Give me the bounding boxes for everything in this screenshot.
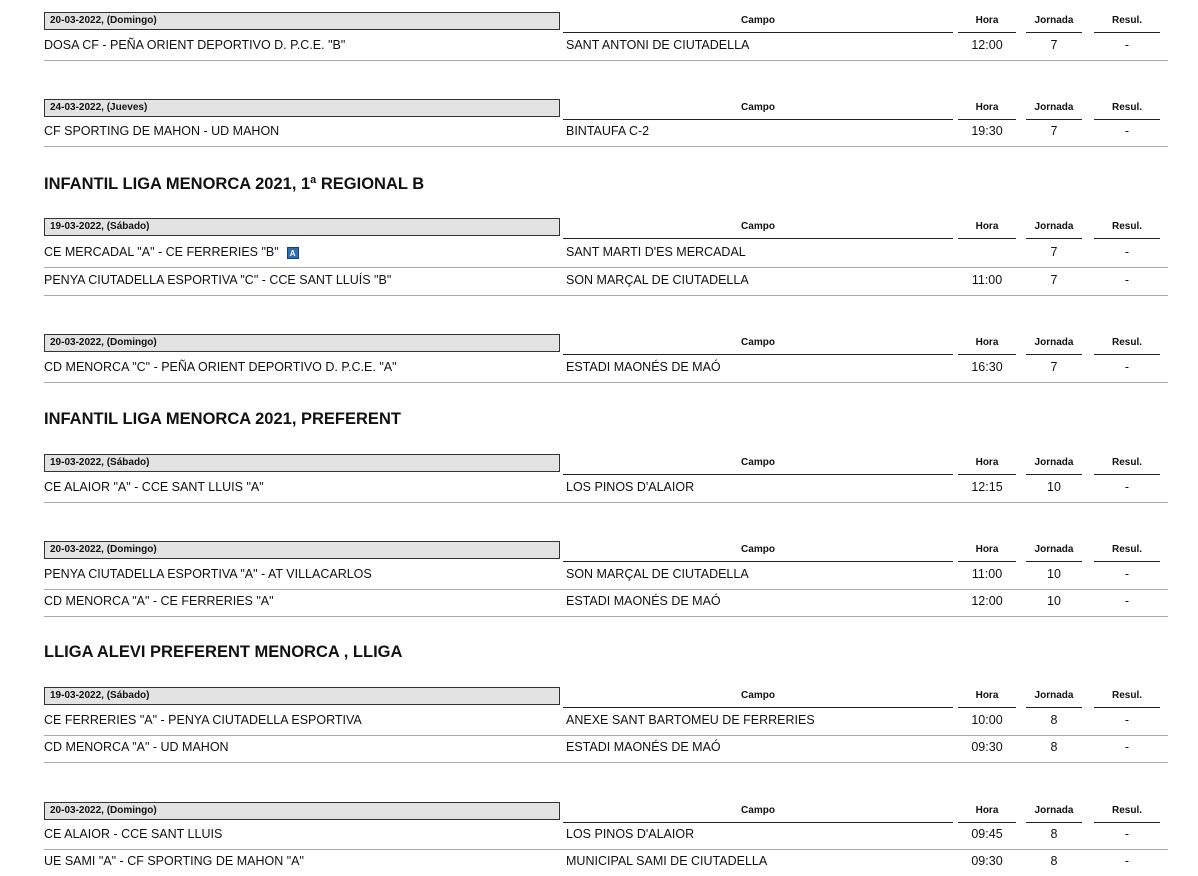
match-teams: CE ALAIOR "A" - CCE SANT LLUIS "A" xyxy=(44,480,264,494)
header-underline xyxy=(1094,707,1160,708)
match-result: - xyxy=(1124,124,1130,138)
date-header: 19-03-2022, (Sábado) xyxy=(44,218,560,236)
campo-header: Campo xyxy=(741,337,775,348)
jornada-header: Jornada xyxy=(1034,690,1074,701)
match-field: LOS PINOS D'ALAIOR xyxy=(566,480,695,494)
match-field: MUNICIPAL SAMI DE CIUTADELLA xyxy=(566,854,768,868)
match-field: SANT ANTONI DE CIUTADELLA xyxy=(566,38,750,52)
match-result: - xyxy=(1124,480,1130,494)
match-field: ESTADI MAONÉS DE MAÓ xyxy=(566,594,721,608)
hora-header: Hora xyxy=(975,221,999,232)
header-underline xyxy=(1026,474,1082,475)
header-underline xyxy=(958,707,1016,708)
header-underline xyxy=(563,119,953,120)
resul-header: Resul. xyxy=(1111,15,1142,26)
match-badge[interactable]: A xyxy=(287,247,299,259)
match-field: BINTAUFA C-2 xyxy=(566,124,650,138)
header-underline xyxy=(958,238,1016,239)
hora-header: Hora xyxy=(975,805,999,816)
campo-header: Campo xyxy=(741,102,775,113)
resul-header: Resul. xyxy=(1111,457,1142,468)
jornada-header: Jornada xyxy=(1034,805,1074,816)
match-result: - xyxy=(1124,594,1130,608)
header-underline xyxy=(1094,474,1160,475)
jornada-header: Jornada xyxy=(1034,102,1074,113)
jornada-header: Jornada xyxy=(1034,337,1074,348)
header-underline xyxy=(958,354,1016,355)
match-field: SANT MARTI D'ES MERCADAL xyxy=(566,245,746,259)
match-time xyxy=(958,243,1016,261)
header-underline xyxy=(563,561,953,562)
match-teams xyxy=(44,243,299,261)
match-field: LOS PINOS D'ALAIOR xyxy=(566,827,695,841)
match-jornada: 10 xyxy=(1047,567,1061,581)
resul-header: Resul. xyxy=(1111,690,1142,701)
resul-header: Resul. xyxy=(1111,337,1142,348)
row-divider xyxy=(44,60,1168,61)
header-underline xyxy=(1094,822,1160,823)
row-divider xyxy=(44,616,1168,617)
match-result: - xyxy=(1124,245,1130,259)
campo-header: Campo xyxy=(741,221,775,232)
match-teams: CF SPORTING DE MAHON - UD MAHON xyxy=(44,124,280,138)
header-underline xyxy=(1094,561,1160,562)
match-teams: CD MENORCA "A" - CE FERRERIES "A" xyxy=(44,594,274,608)
row-divider xyxy=(44,849,1168,850)
header-underline xyxy=(958,561,1016,562)
header-underline xyxy=(563,32,953,33)
header-underline xyxy=(563,354,953,355)
match-teams: PENYA CIUTADELLA ESPORTIVA "C" - CCE SANT LLUÍS "B" xyxy=(44,273,392,287)
resul-header: Resul. xyxy=(1111,221,1142,232)
hora-header: Hora xyxy=(975,457,999,468)
match-jornada: 7 xyxy=(1050,38,1058,52)
jornada-header: Jornada xyxy=(1034,15,1074,26)
row-divider xyxy=(44,502,1168,503)
hora-header: Hora xyxy=(975,102,999,113)
match-time: 16:30 xyxy=(971,360,1003,374)
campo-header: Campo xyxy=(741,544,775,555)
header-underline xyxy=(563,474,953,475)
header-underline xyxy=(1026,32,1082,33)
campo-header: Campo xyxy=(741,457,775,468)
match-time: 11:00 xyxy=(971,567,1003,581)
header-underline xyxy=(958,822,1016,823)
section-title: INFANTIL LIGA MENORCA 2021, 1ª REGIONAL B xyxy=(44,175,425,193)
jornada-header: Jornada xyxy=(1034,457,1074,468)
match-time: 19:30 xyxy=(971,124,1003,138)
header-underline xyxy=(1026,238,1082,239)
match-teams: DOSA CF - PEÑA ORIENT DEPORTIVO D. P.C.E. "B" xyxy=(44,38,346,52)
match-time: 12:00 xyxy=(971,38,1003,52)
row-divider xyxy=(44,267,1168,268)
match-time: 09:45 xyxy=(971,827,1003,841)
date-header: 20-03-2022, (Domingo) xyxy=(44,802,560,820)
header-underline xyxy=(958,119,1016,120)
match-jornada: 8 xyxy=(1050,827,1058,841)
match-time: 09:30 xyxy=(971,740,1003,754)
header-underline xyxy=(1094,119,1160,120)
match-field: ANEXE SANT BARTOMEU DE FERRERIES xyxy=(566,713,815,727)
date-header: 19-03-2022, (Sábado) xyxy=(44,687,560,705)
hora-header: Hora xyxy=(975,690,999,701)
match-teams: CD MENORCA "C" - PEÑA ORIENT DEPORTIVO D. P.C.E. "A" xyxy=(44,360,397,374)
match-field: SON MARÇAL DE CIUTADELLA xyxy=(566,273,749,287)
match-field: ESTADI MAONÉS DE MAÓ xyxy=(566,360,721,374)
date-header: 20-03-2022, (Domingo) xyxy=(44,12,560,30)
row-divider xyxy=(44,735,1168,736)
match-time: 12:00 xyxy=(971,594,1003,608)
match-time: 09:30 xyxy=(971,854,1003,868)
row-divider xyxy=(44,146,1168,147)
date-header: 20-03-2022, (Domingo) xyxy=(44,334,560,352)
header-underline xyxy=(1026,354,1082,355)
match-result: - xyxy=(1124,713,1130,727)
campo-header: Campo xyxy=(741,15,775,26)
match-jornada: 8 xyxy=(1050,713,1058,727)
match-teams: PENYA CIUTADELLA ESPORTIVA "A" - AT VILLACARLOS xyxy=(44,567,372,581)
match-teams: UE SAMI "A" - CF SPORTING DE MAHON "A" xyxy=(44,854,304,868)
match-result: - xyxy=(1124,360,1130,374)
hora-header: Hora xyxy=(975,337,999,348)
match-result: - xyxy=(1124,567,1130,581)
match-jornada: 8 xyxy=(1050,854,1058,868)
campo-header: Campo xyxy=(741,690,775,701)
campo-header: Campo xyxy=(741,805,775,816)
match-time: 11:00 xyxy=(971,273,1003,287)
date-header: 20-03-2022, (Domingo) xyxy=(44,541,560,559)
resul-header: Resul. xyxy=(1111,102,1142,113)
date-header: 19-03-2022, (Sábado) xyxy=(44,454,560,472)
header-underline xyxy=(1026,561,1082,562)
header-underline xyxy=(563,238,953,239)
match-result: - xyxy=(1124,854,1130,868)
row-divider xyxy=(44,762,1168,763)
match-jornada: 7 xyxy=(1050,245,1058,259)
match-time: 12:15 xyxy=(971,480,1003,494)
jornada-header: Jornada xyxy=(1034,544,1074,555)
match-result: - xyxy=(1124,827,1130,841)
row-divider xyxy=(44,589,1168,590)
header-underline xyxy=(1094,238,1160,239)
header-underline xyxy=(1026,119,1082,120)
match-field: ESTADI MAONÉS DE MAÓ xyxy=(566,740,721,754)
match-teams: CE ALAIOR - CCE SANT LLUIS xyxy=(44,827,223,841)
jornada-header: Jornada xyxy=(1034,221,1074,232)
section-title: LLIGA ALEVI PREFERENT MENORCA , LLIGA xyxy=(44,643,403,661)
match-jornada: 8 xyxy=(1050,740,1058,754)
match-jornada: 10 xyxy=(1047,594,1061,608)
match-jornada: 7 xyxy=(1050,360,1058,374)
header-underline xyxy=(958,474,1016,475)
header-underline xyxy=(1094,32,1160,33)
match-result: - xyxy=(1124,273,1130,287)
match-teams: CD MENORCA "A" - UD MAHON xyxy=(44,740,229,754)
resul-header: Resul. xyxy=(1111,544,1142,555)
header-underline xyxy=(1026,822,1082,823)
header-underline xyxy=(1094,354,1160,355)
resul-header: Resul. xyxy=(1111,805,1142,816)
match-field: SON MARÇAL DE CIUTADELLA xyxy=(566,567,749,581)
header-underline xyxy=(563,822,953,823)
match-result: - xyxy=(1124,38,1130,52)
section-title: INFANTIL LIGA MENORCA 2021, PREFERENT xyxy=(44,410,401,428)
header-underline xyxy=(958,32,1016,33)
match-jornada: 7 xyxy=(1050,124,1058,138)
match-result: - xyxy=(1124,740,1130,754)
hora-header: Hora xyxy=(975,15,999,26)
match-teams: CE FERRERIES "A" - PENYA CIUTADELLA ESPORTIVA xyxy=(44,713,362,727)
row-divider xyxy=(44,295,1168,296)
match-jornada: 7 xyxy=(1050,273,1058,287)
row-divider xyxy=(44,382,1168,383)
hora-header: Hora xyxy=(975,544,999,555)
match-jornada: 10 xyxy=(1047,480,1061,494)
match-time: 10:00 xyxy=(971,713,1003,727)
header-underline xyxy=(563,707,953,708)
match-teams-text: CE MERCADAL "A" - CE FERRERIES "B" xyxy=(44,245,279,259)
header-underline xyxy=(1026,707,1082,708)
date-header: 24-03-2022, (Jueves) xyxy=(44,99,560,117)
